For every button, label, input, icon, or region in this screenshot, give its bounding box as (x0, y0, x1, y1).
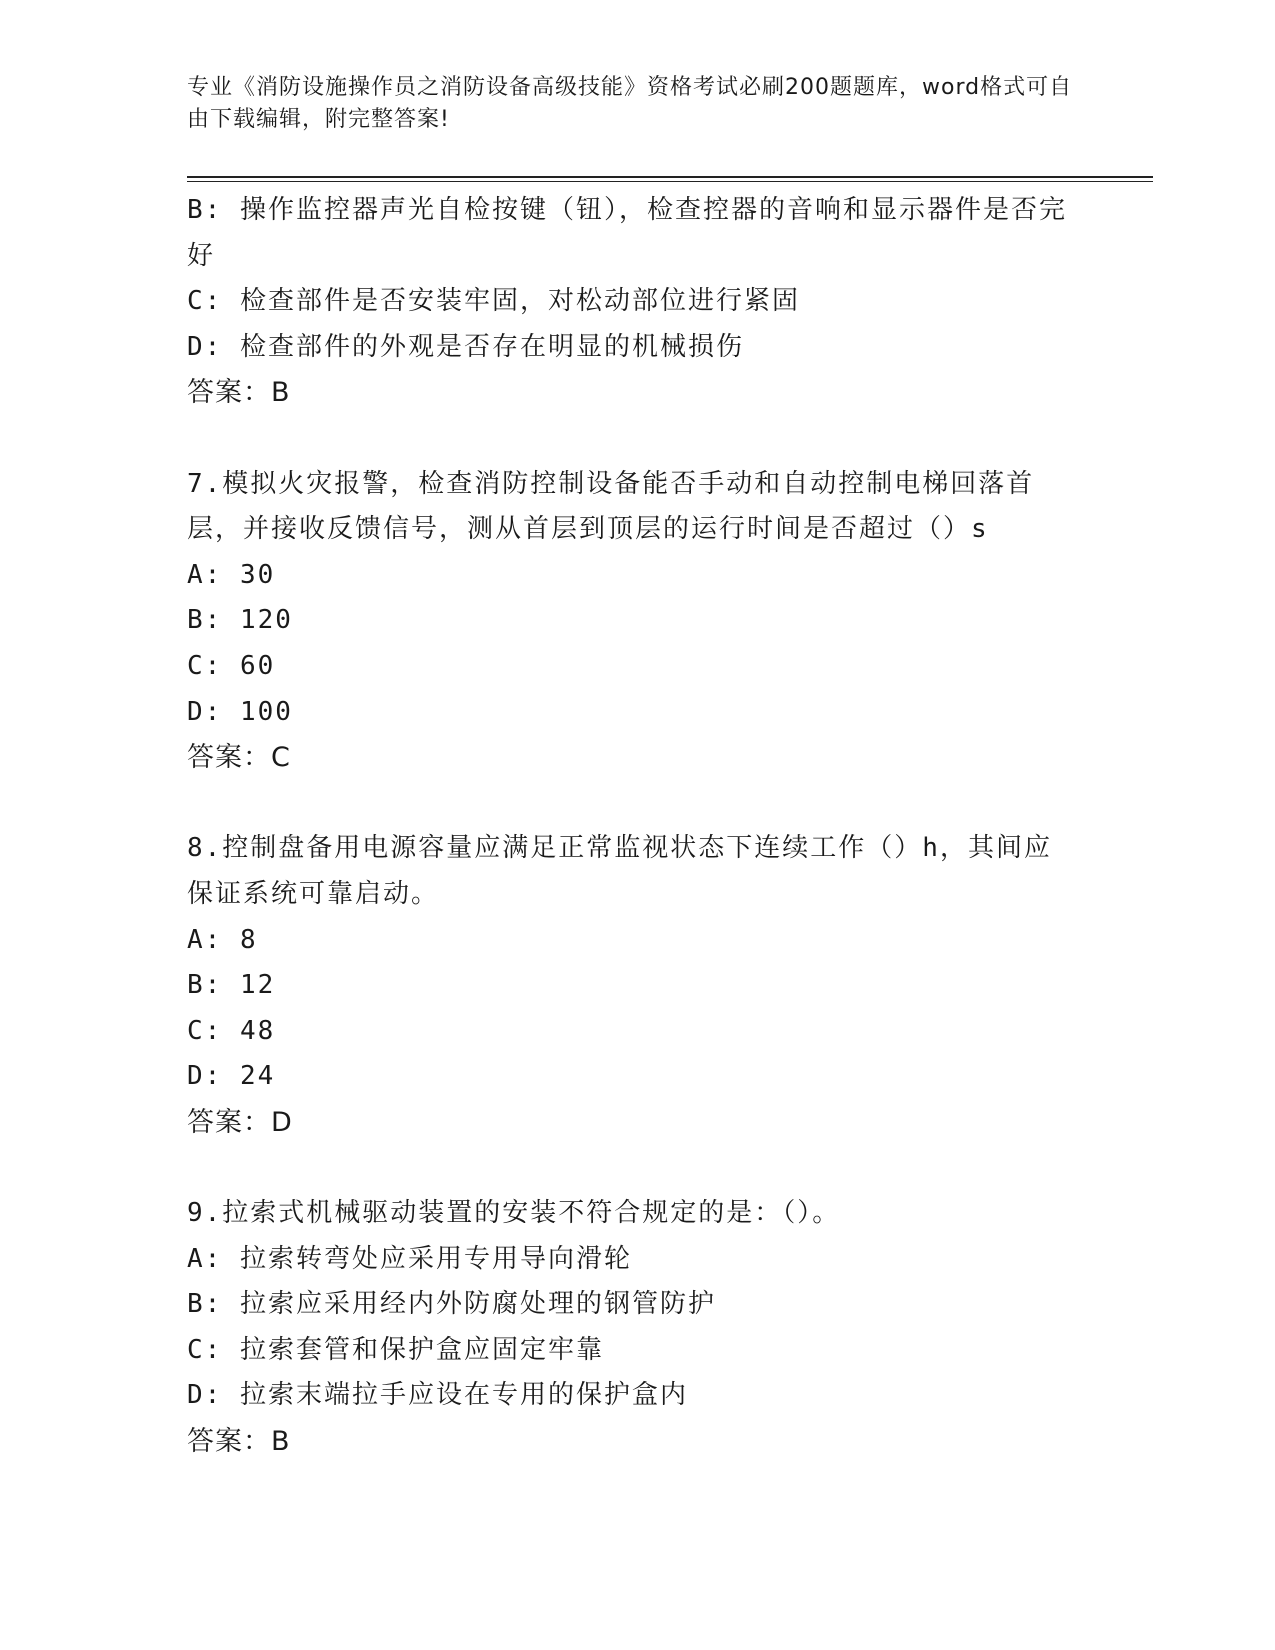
question-8 (187, 826, 1087, 1145)
answer-label: 答案：B (187, 377, 291, 409)
header-divider-thin (187, 181, 1153, 182)
spacer (187, 781, 1087, 827)
question-6-continuation (187, 188, 1087, 416)
document-header: 专业《消防设施操作员之消防设备高级技能》资格考试必刷200题题库，word格式可自由下载编辑，附完整答案! (187, 75, 1073, 132)
option-c: C: 48 (187, 1015, 276, 1046)
spacer (187, 1145, 1087, 1191)
option-a: A: 拉索转弯处应采用专用导向滑轮 (187, 1243, 632, 1274)
option-b: B: 12 (187, 970, 276, 1001)
answer-label: 答案：B (187, 1426, 291, 1458)
option-c: C: 60 (187, 650, 276, 681)
option-d: D: 检查部件的外观是否存在明显的机械损伤 (187, 331, 744, 362)
option-d: D: 24 (187, 1061, 276, 1092)
header-divider-thick (187, 176, 1153, 178)
answer-label: 答案：C (187, 742, 291, 774)
option-b: B: 120 (187, 605, 293, 636)
option-a: A: 30 (187, 559, 276, 590)
question-stem: 9.拉索式机械驱动装置的安装不符合规定的是：（）。 (187, 1198, 841, 1229)
option-d: D: 拉索末端拉手应设在专用的保护盒内 (187, 1380, 688, 1411)
question-9 (187, 1191, 1087, 1465)
question-content (187, 188, 1087, 1465)
question-stem: 7.模拟火灾报警，检查消防控制设备能否手动和自动控制电梯回落首层，并接收反馈信号，测从首层到顶层的运行时间是否超过（）s (187, 468, 1035, 545)
option-b: B: 操作监控器声光自检按键（钮），检查控器的音响和显示器件是否完好 (187, 195, 1067, 271)
option-c: C: 检查部件是否安装牢固，对松动部位进行紧固 (187, 286, 800, 317)
option-c: C: 拉索套管和保护盒应固定牢靠 (187, 1334, 604, 1365)
option-a: A: 8 (187, 924, 258, 955)
question-stem: 8.控制盘备用电源容量应满足正常监视状态下连续工作（）h，其间应保证系统可靠启动。 (187, 833, 1052, 909)
spacer (187, 416, 1087, 462)
answer-label: 答案：D (187, 1106, 293, 1138)
option-b: B: 拉索应采用经内外防腐处理的钢管防护 (187, 1289, 716, 1320)
question-7 (187, 462, 1087, 781)
option-d: D: 100 (187, 696, 293, 727)
